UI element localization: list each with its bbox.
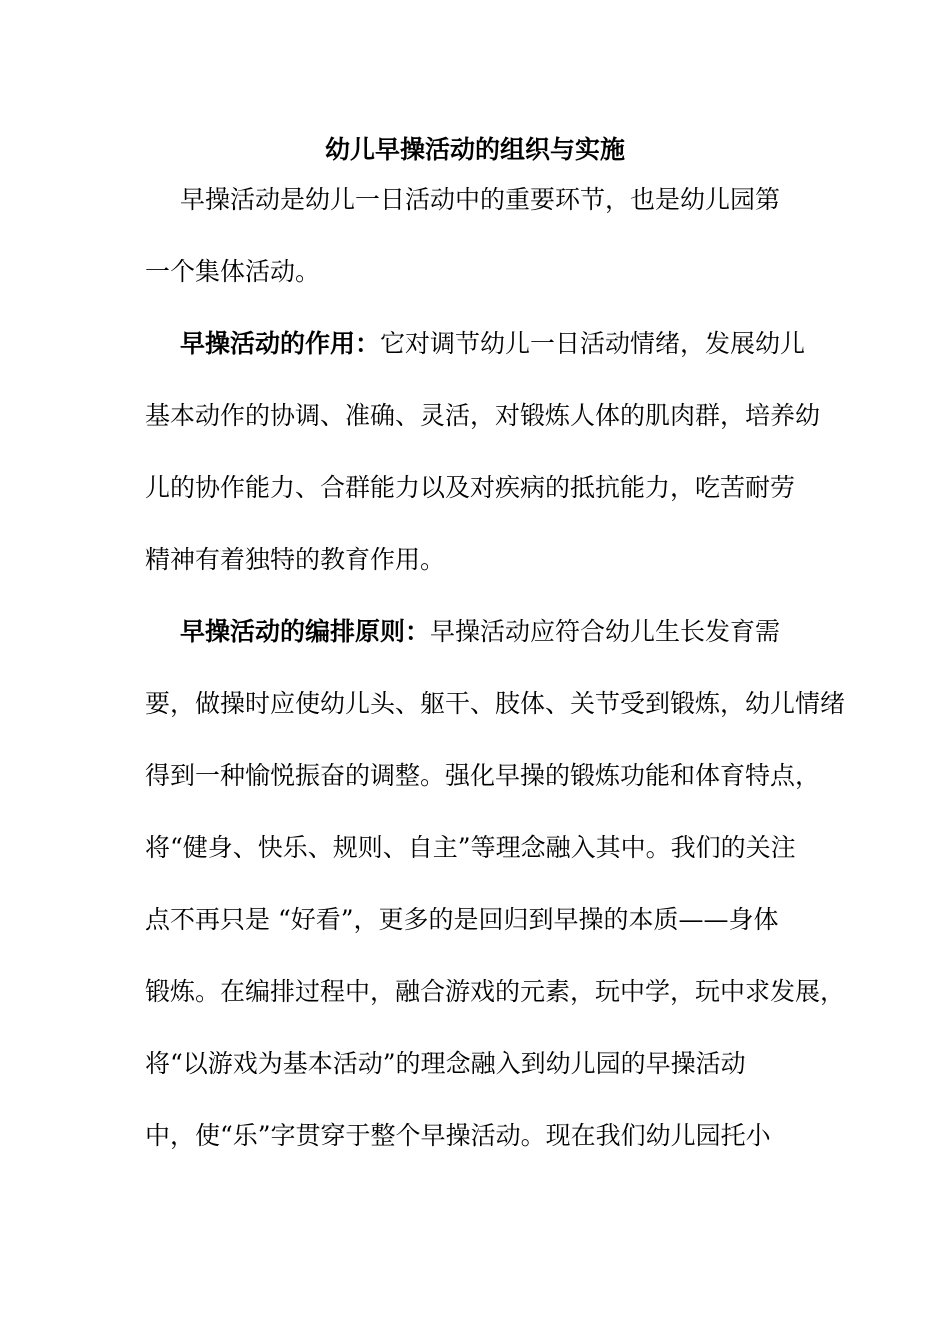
paragraph-line: 精神有着独特的教育作用。 [145,545,446,574]
paragraph-text: 早操活动应符合幼儿生长发育需 [430,617,781,646]
paragraph-line: 得到一种愉悦振奋的调整。强化早操的锻炼功能和体育特点， [145,761,821,790]
paragraph-line: 早操活动是幼儿一日活动中的重要环节，也是幼儿园第 [180,185,781,214]
paragraph-line: 将“以游戏为基本活动”的理念融入到幼儿园的早操活动 [145,1049,746,1078]
paragraph-line: 点不再只是 “好看”，更多的是回归到早操的本质——身体 [145,905,779,934]
paragraph-line: 儿的协作能力、合群能力以及对疾病的抵抗能力，吃苦耐劳 [145,473,796,502]
paragraph-line: 一个集体活动。 [145,257,321,286]
paragraph-line: 基本动作的协调、准确、灵活，对锻炼人体的肌肉群，培养幼 [145,401,821,430]
paragraph-line: 锻炼。在编排过程中，融合游戏的元素，玩中学，玩中求发展， [145,977,846,1006]
paragraph-line [180,615,860,649]
section-heading-principle: 早操活动的编排原则： [180,617,431,646]
paragraph-line: 中，使“乐”字贯穿于整个早操活动。现在我们幼儿园托小 [145,1121,771,1150]
paragraph-line: 将“健身、快乐、规则、自主”等理念融入其中。我们的关注 [145,833,796,862]
section-heading-role: 早操活动的作用： [180,329,381,358]
paragraph-line: 要，做操时应使幼儿头、躯干、肢体、关节受到锻炼，幼儿情绪 [145,689,846,718]
paragraph-line [180,327,860,361]
paragraph-text: 它对调节幼儿一日活动情绪，发展幼儿 [380,329,806,358]
document-title: 幼儿早操活动的组织与实施 [324,135,625,164]
